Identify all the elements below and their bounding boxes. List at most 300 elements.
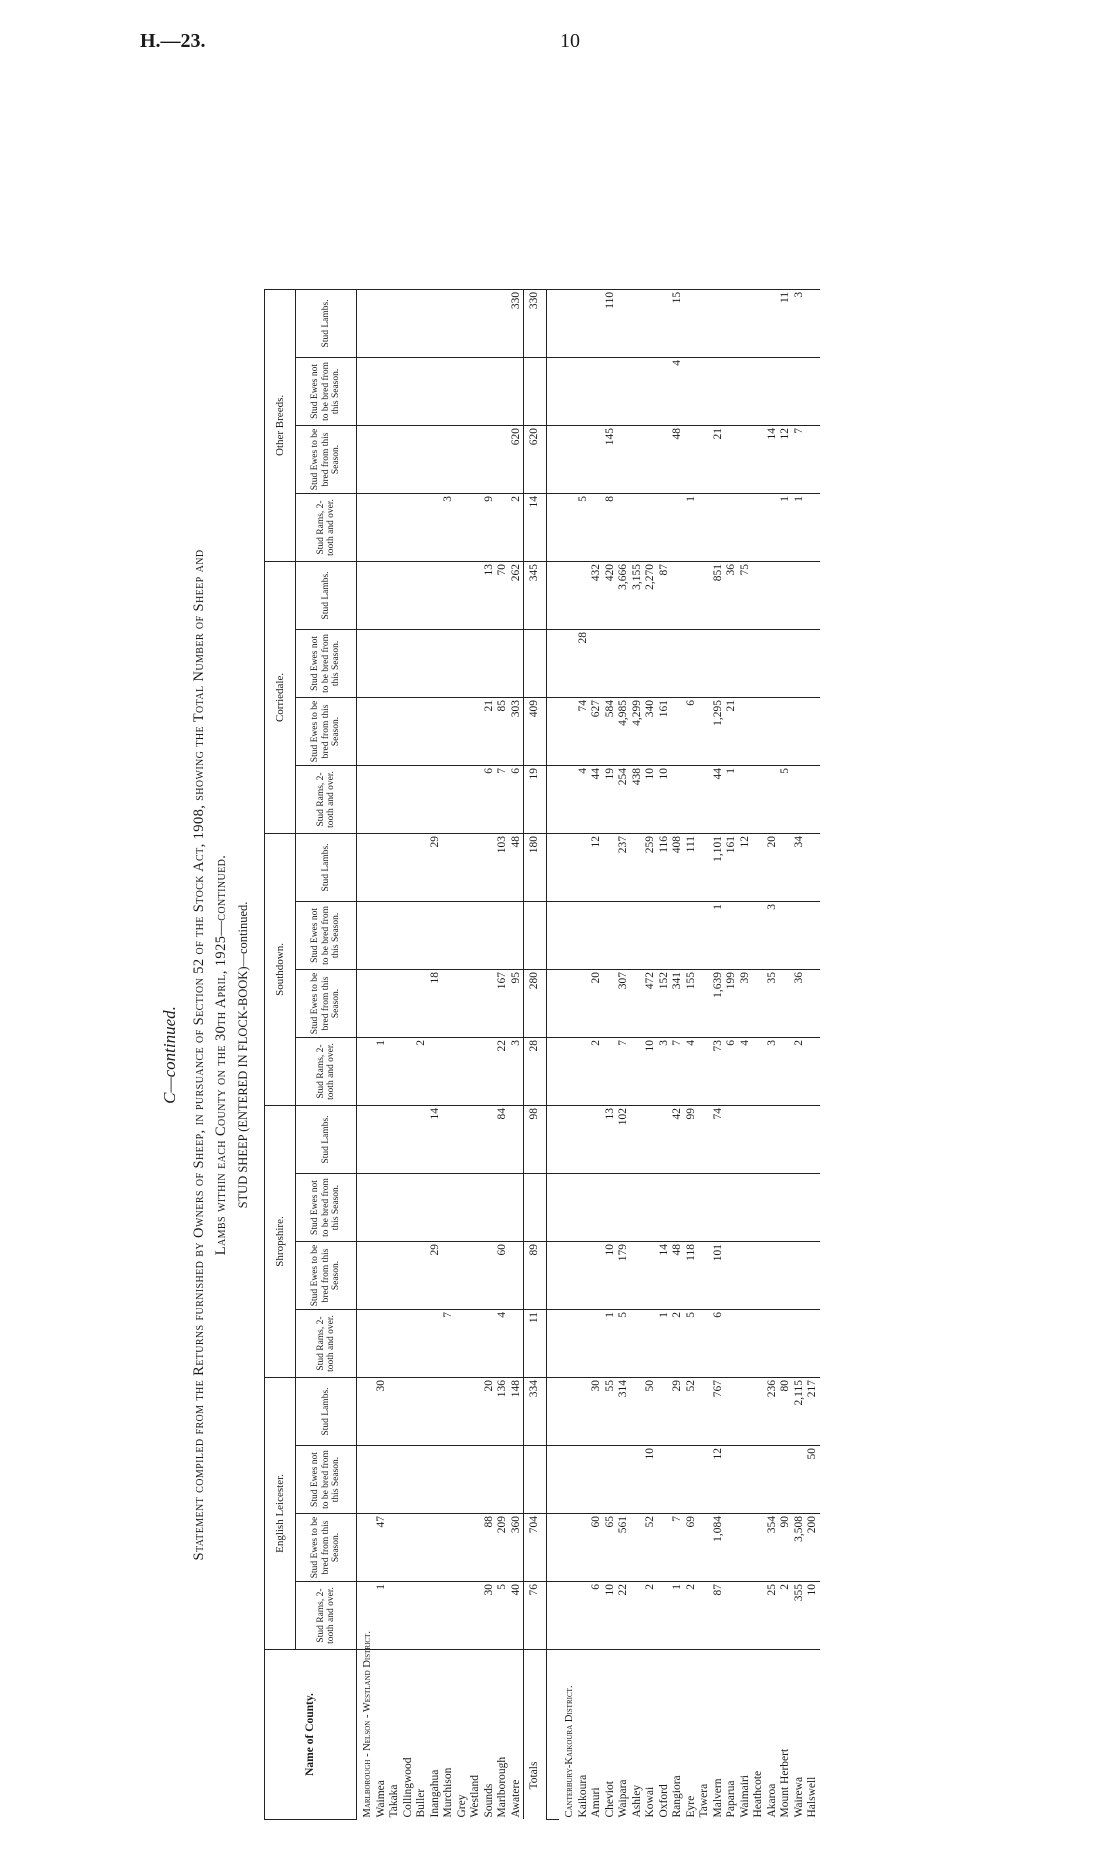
value-cell xyxy=(698,561,712,629)
value-cell xyxy=(739,493,753,561)
value-cell xyxy=(577,969,591,1037)
value-cell: 75 xyxy=(739,561,753,629)
table-row xyxy=(388,289,402,1819)
value-cell xyxy=(429,901,443,969)
value-cell: 355 xyxy=(793,1582,807,1650)
total-cell: 76 xyxy=(524,1582,547,1650)
empty-cell xyxy=(357,561,375,629)
value-cell xyxy=(712,629,726,697)
value-cell xyxy=(590,1242,604,1310)
total-cell: 180 xyxy=(524,833,547,901)
value-cell xyxy=(752,1582,766,1650)
county-name: Waimairi xyxy=(739,1650,753,1820)
value-cell: 341 xyxy=(671,969,685,1037)
empty-cell xyxy=(559,1310,577,1378)
value-cell xyxy=(604,901,618,969)
value-cell xyxy=(510,629,524,697)
total-cell: 28 xyxy=(524,1037,547,1105)
value-cell xyxy=(739,1242,753,1310)
value-cell xyxy=(793,357,807,425)
value-cell xyxy=(604,357,618,425)
value-cell xyxy=(577,1242,591,1310)
value-cell xyxy=(590,1446,604,1514)
value-cell xyxy=(456,697,470,765)
empty-cell xyxy=(559,1242,577,1310)
value-cell: 12 xyxy=(590,833,604,901)
value-cell xyxy=(793,1446,807,1514)
value-cell: 236 xyxy=(766,1378,780,1446)
value-cell: 627 xyxy=(590,697,604,765)
value-cell: 28 xyxy=(577,629,591,697)
value-cell: 1 xyxy=(685,493,699,561)
spacer-cell xyxy=(547,1174,560,1242)
value-cell xyxy=(388,493,402,561)
value-cell xyxy=(456,1378,470,1446)
value-cell xyxy=(483,289,497,357)
value-cell xyxy=(577,833,591,901)
value-cell xyxy=(698,1514,712,1582)
value-cell: 87 xyxy=(712,1582,726,1650)
value-cell xyxy=(698,425,712,493)
value-cell xyxy=(766,493,780,561)
value-cell xyxy=(725,1582,739,1650)
empty-cell xyxy=(559,833,577,901)
value-cell xyxy=(631,1105,645,1173)
value-cell xyxy=(779,1242,793,1310)
total-cell: 11 xyxy=(524,1310,547,1378)
value-cell xyxy=(456,833,470,901)
total-cell: 330 xyxy=(524,289,547,357)
value-cell: 90 xyxy=(779,1514,793,1582)
value-cell xyxy=(496,289,510,357)
value-cell xyxy=(388,697,402,765)
value-cell xyxy=(429,357,443,425)
value-cell: 14 xyxy=(766,425,780,493)
value-cell xyxy=(402,697,416,765)
value-cell xyxy=(590,1105,604,1173)
value-cell xyxy=(442,629,456,697)
value-cell: 8 xyxy=(604,493,618,561)
empty-cell xyxy=(357,629,375,697)
table-row xyxy=(806,289,820,1819)
value-cell: 9 xyxy=(483,493,497,561)
value-cell xyxy=(483,629,497,697)
value-cell xyxy=(442,1242,456,1310)
county-name: Tawera xyxy=(698,1650,712,1820)
value-cell xyxy=(725,493,739,561)
spacer-cell xyxy=(547,1650,560,1820)
county-name: Inangahua xyxy=(429,1650,443,1820)
value-cell xyxy=(456,629,470,697)
value-cell: 22 xyxy=(617,1582,631,1650)
value-cell xyxy=(698,1446,712,1514)
value-cell xyxy=(739,1105,753,1173)
table-row xyxy=(456,289,470,1819)
value-cell: 2,115 xyxy=(793,1378,807,1446)
value-cell: 65 xyxy=(604,1514,618,1582)
total-cell: 334 xyxy=(524,1378,547,1446)
value-cell xyxy=(793,765,807,833)
value-cell xyxy=(698,629,712,697)
table-row xyxy=(617,289,631,1819)
value-cell xyxy=(402,1105,416,1173)
table-row xyxy=(604,289,618,1819)
value-cell xyxy=(415,765,429,833)
value-cell xyxy=(779,1446,793,1514)
value-cell: 39 xyxy=(739,969,753,1037)
value-cell xyxy=(415,1310,429,1378)
value-cell xyxy=(604,833,618,901)
county-name: Akaroa xyxy=(766,1650,780,1820)
value-cell: 87 xyxy=(658,561,672,629)
value-cell xyxy=(685,357,699,425)
value-cell: 408 xyxy=(671,833,685,901)
spacer-cell xyxy=(547,561,560,629)
value-cell xyxy=(402,969,416,1037)
empty-cell xyxy=(357,425,375,493)
value-cell xyxy=(617,1174,631,1242)
value-cell xyxy=(469,1514,483,1582)
value-cell xyxy=(604,969,618,1037)
value-cell xyxy=(375,969,389,1037)
table-row xyxy=(469,289,483,1819)
value-cell xyxy=(739,1174,753,1242)
value-cell xyxy=(766,1446,780,1514)
value-cell xyxy=(415,833,429,901)
value-cell xyxy=(483,969,497,1037)
value-cell xyxy=(375,697,389,765)
value-cell xyxy=(752,1378,766,1446)
value-cell: 7 xyxy=(496,765,510,833)
county-name: Wairewa xyxy=(793,1650,807,1820)
value-cell xyxy=(577,357,591,425)
value-cell xyxy=(725,901,739,969)
value-cell xyxy=(402,1242,416,1310)
table-row xyxy=(590,289,604,1819)
sub-column-header: Stud Ewes to be bred from this Season. xyxy=(296,697,357,765)
value-cell xyxy=(725,1514,739,1582)
value-cell xyxy=(658,1378,672,1446)
value-cell xyxy=(469,1582,483,1650)
value-cell xyxy=(671,697,685,765)
value-cell xyxy=(590,357,604,425)
value-cell xyxy=(766,1174,780,1242)
county-column-header: Name of County. xyxy=(265,1650,357,1820)
value-cell: 29 xyxy=(429,833,443,901)
empty-cell xyxy=(559,1174,577,1242)
value-cell: 254 xyxy=(617,765,631,833)
value-cell xyxy=(429,1514,443,1582)
value-cell xyxy=(415,357,429,425)
totals-label: Totals xyxy=(524,1650,547,1820)
value-cell xyxy=(456,357,470,425)
value-cell xyxy=(375,765,389,833)
sub-column-header: Stud Lambs. xyxy=(296,561,357,629)
county-name: Malvern xyxy=(712,1650,726,1820)
value-cell xyxy=(429,1037,443,1105)
value-cell xyxy=(631,1037,645,1105)
value-cell: 161 xyxy=(658,697,672,765)
value-cell: 12 xyxy=(739,833,753,901)
value-cell xyxy=(806,561,820,629)
value-cell xyxy=(429,425,443,493)
value-cell: 85 xyxy=(496,697,510,765)
value-cell xyxy=(793,1242,807,1310)
value-cell xyxy=(766,1242,780,1310)
value-cell xyxy=(712,289,726,357)
value-cell xyxy=(483,1446,497,1514)
value-cell xyxy=(388,1378,402,1446)
value-cell xyxy=(469,357,483,425)
value-cell xyxy=(698,969,712,1037)
empty-cell xyxy=(357,1378,375,1446)
empty-cell xyxy=(357,1105,375,1173)
spacer-cell xyxy=(547,1310,560,1378)
value-cell: 767 xyxy=(712,1378,726,1446)
value-cell xyxy=(671,493,685,561)
table-row xyxy=(402,289,416,1819)
sub-column-header: Stud Lambs. xyxy=(296,1378,357,1446)
value-cell xyxy=(806,629,820,697)
value-cell xyxy=(644,493,658,561)
value-cell xyxy=(793,901,807,969)
value-cell: 145 xyxy=(604,425,618,493)
value-cell xyxy=(469,969,483,1037)
value-cell: 25 xyxy=(766,1582,780,1650)
empty-cell xyxy=(357,765,375,833)
value-cell: 21 xyxy=(483,697,497,765)
value-cell xyxy=(577,1378,591,1446)
value-cell xyxy=(739,629,753,697)
value-cell xyxy=(806,1310,820,1378)
sub-column-header: Stud Rams, 2-tooth and over. xyxy=(296,493,357,561)
value-cell xyxy=(375,1105,389,1173)
value-cell: 12 xyxy=(779,425,793,493)
empty-cell xyxy=(559,1446,577,1514)
sub-column-header: Stud Rams, 2-tooth and over. xyxy=(296,1582,357,1650)
value-cell: 18 xyxy=(429,969,443,1037)
table-row xyxy=(725,289,739,1819)
empty-cell xyxy=(559,1105,577,1173)
value-cell: 209 xyxy=(496,1514,510,1582)
value-cell: 30 xyxy=(590,1378,604,1446)
value-cell xyxy=(766,697,780,765)
value-cell: 307 xyxy=(617,969,631,1037)
value-cell xyxy=(631,493,645,561)
value-cell xyxy=(429,561,443,629)
value-cell xyxy=(752,1514,766,1582)
value-cell xyxy=(429,1378,443,1446)
value-cell: 13 xyxy=(604,1105,618,1173)
sub-column-header: Stud Ewes to be bred from this Season. xyxy=(296,969,357,1037)
value-cell xyxy=(510,1105,524,1173)
value-cell xyxy=(483,901,497,969)
empty-cell xyxy=(357,1037,375,1105)
value-cell: 354 xyxy=(766,1514,780,1582)
value-cell xyxy=(496,629,510,697)
value-cell: 3,155 xyxy=(631,561,645,629)
value-cell xyxy=(442,1174,456,1242)
empty-cell xyxy=(559,1514,577,1582)
value-cell xyxy=(671,765,685,833)
value-cell xyxy=(671,629,685,697)
value-cell xyxy=(793,1310,807,1378)
table-row xyxy=(685,289,699,1819)
empty-cell xyxy=(357,1514,375,1582)
rotated-page-body xyxy=(160,60,1060,1820)
county-name: Buller xyxy=(415,1650,429,1820)
value-cell: 1,101 xyxy=(712,833,726,901)
section-subtitle: C—continued. xyxy=(160,1006,179,1104)
value-cell: 438 xyxy=(631,765,645,833)
county-name: Grey xyxy=(456,1650,470,1820)
value-cell: 217 xyxy=(806,1378,820,1446)
value-cell xyxy=(577,1105,591,1173)
table-row xyxy=(766,289,780,1819)
spacer-cell xyxy=(547,425,560,493)
total-cell: 704 xyxy=(524,1514,547,1582)
value-cell xyxy=(456,493,470,561)
value-cell xyxy=(375,425,389,493)
value-cell xyxy=(590,289,604,357)
empty-cell xyxy=(559,561,577,629)
value-cell: 3 xyxy=(658,1037,672,1105)
spacer-cell xyxy=(547,289,560,357)
value-cell xyxy=(415,561,429,629)
value-cell xyxy=(429,765,443,833)
value-cell xyxy=(725,1174,739,1242)
value-cell xyxy=(375,357,389,425)
value-cell xyxy=(402,765,416,833)
county-name: Waipara xyxy=(617,1650,631,1820)
value-cell xyxy=(456,1037,470,1105)
value-cell xyxy=(577,1514,591,1582)
value-cell: 1,639 xyxy=(712,969,726,1037)
value-cell: 80 xyxy=(779,1378,793,1446)
value-cell xyxy=(617,1446,631,1514)
value-cell xyxy=(725,357,739,425)
value-cell xyxy=(388,1174,402,1242)
value-cell: 1 xyxy=(375,1037,389,1105)
value-cell xyxy=(402,1514,416,1582)
value-cell xyxy=(388,969,402,1037)
value-cell: 22 xyxy=(496,1037,510,1105)
county-name: Ashley xyxy=(631,1650,645,1820)
value-cell xyxy=(725,1310,739,1378)
value-cell: 95 xyxy=(510,969,524,1037)
value-cell xyxy=(429,629,443,697)
value-cell: 101 xyxy=(712,1242,726,1310)
value-cell xyxy=(806,1242,820,1310)
spacer-cell xyxy=(547,1514,560,1582)
value-cell xyxy=(510,357,524,425)
value-cell xyxy=(469,1446,483,1514)
value-cell xyxy=(806,833,820,901)
value-cell xyxy=(752,765,766,833)
value-cell xyxy=(698,833,712,901)
value-cell xyxy=(658,357,672,425)
value-cell: 2 xyxy=(685,1582,699,1650)
value-cell xyxy=(604,1174,618,1242)
value-cell xyxy=(766,629,780,697)
value-cell xyxy=(415,697,429,765)
sub-column-header: Stud Ewes to be bred from this Season. xyxy=(296,1514,357,1582)
value-cell: 35 xyxy=(766,969,780,1037)
county-name: Takaka xyxy=(388,1650,402,1820)
value-cell xyxy=(429,697,443,765)
value-cell xyxy=(483,1310,497,1378)
total-cell: 620 xyxy=(524,425,547,493)
value-cell xyxy=(644,1310,658,1378)
value-cell: 6 xyxy=(590,1582,604,1650)
value-cell: 15 xyxy=(671,289,685,357)
empty-cell xyxy=(559,289,577,357)
sub-column-header: Stud Rams, 2-tooth and over. xyxy=(296,765,357,833)
value-cell xyxy=(752,629,766,697)
value-cell xyxy=(469,1310,483,1378)
value-cell xyxy=(388,1310,402,1378)
value-cell xyxy=(658,629,672,697)
value-cell xyxy=(766,561,780,629)
empty-cell xyxy=(559,765,577,833)
empty-cell xyxy=(357,493,375,561)
sub-column-header: Stud Lambs. xyxy=(296,289,357,357)
value-cell xyxy=(456,289,470,357)
value-cell: 6 xyxy=(712,1310,726,1378)
value-cell xyxy=(577,1582,591,1650)
total-cell: 14 xyxy=(524,493,547,561)
table-row xyxy=(779,289,793,1819)
value-cell: 1 xyxy=(793,493,807,561)
value-cell: 10 xyxy=(604,1582,618,1650)
value-cell: 10 xyxy=(644,1446,658,1514)
spacer-cell xyxy=(547,1242,560,1310)
value-cell: 6 xyxy=(483,765,497,833)
value-cell xyxy=(685,901,699,969)
value-cell xyxy=(590,1174,604,1242)
value-cell xyxy=(375,289,389,357)
value-cell: 2 xyxy=(415,1037,429,1105)
value-cell xyxy=(402,1378,416,1446)
value-cell: 3 xyxy=(510,1037,524,1105)
table-row xyxy=(644,289,658,1819)
value-cell xyxy=(375,1174,389,1242)
value-cell: 4 xyxy=(577,765,591,833)
spacer-cell xyxy=(547,697,560,765)
value-cell xyxy=(456,1582,470,1650)
county-name: Paparua xyxy=(725,1650,739,1820)
value-cell xyxy=(402,1582,416,1650)
value-cell xyxy=(415,1174,429,1242)
value-cell: 4 xyxy=(671,357,685,425)
value-cell: 14 xyxy=(658,1242,672,1310)
value-cell xyxy=(671,561,685,629)
county-name: Sounds xyxy=(483,1650,497,1820)
value-cell xyxy=(752,289,766,357)
empty-cell xyxy=(559,1582,577,1650)
value-cell: 179 xyxy=(617,1242,631,1310)
county-name: Murchison xyxy=(442,1650,456,1820)
value-cell xyxy=(456,1446,470,1514)
value-cell xyxy=(456,1310,470,1378)
value-cell xyxy=(402,1174,416,1242)
sub-column-header: Stud Ewes not to be bred from this Season. xyxy=(296,901,357,969)
spacer-cell xyxy=(547,1582,560,1650)
value-cell xyxy=(402,425,416,493)
value-cell: 103 xyxy=(496,833,510,901)
value-cell: 70 xyxy=(496,561,510,629)
value-cell xyxy=(644,901,658,969)
